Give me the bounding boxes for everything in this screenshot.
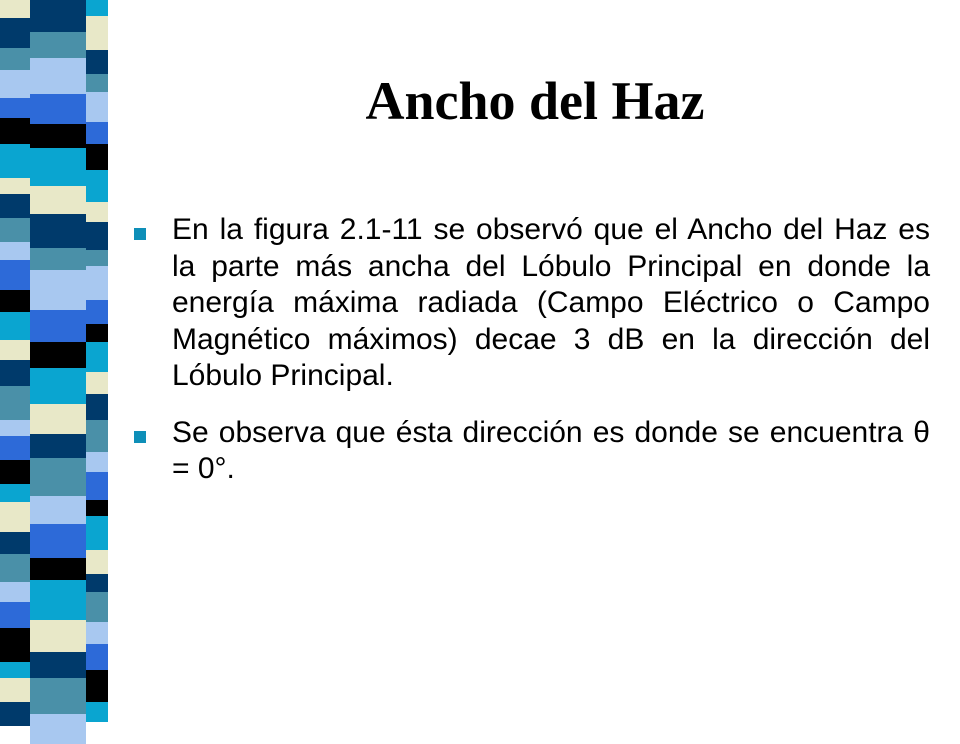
stripe-block (0, 178, 30, 194)
bullet-list (134, 212, 930, 508)
stripe-block (0, 420, 30, 436)
stripe-block (30, 310, 86, 342)
stripe-block (0, 436, 30, 460)
stripe-block (30, 558, 86, 580)
bullet-text: Se observa que ésta dirección es donde se encuentra θ = 0°. (172, 415, 930, 485)
stripe-block (30, 714, 86, 744)
stripe-block (30, 58, 86, 94)
stripe-block (86, 574, 108, 592)
stripe-block (0, 340, 30, 360)
stripe-block (86, 472, 108, 500)
stripe-block (0, 532, 30, 554)
stripe-block (30, 404, 86, 434)
stripe-block (30, 580, 86, 620)
square-bullet-icon (134, 228, 146, 240)
stripe-block (0, 360, 30, 386)
stripe-block (0, 702, 30, 726)
stripe-block (86, 644, 108, 670)
stripe-block (0, 48, 30, 70)
stripe-block (86, 622, 108, 644)
stripe-block (86, 250, 108, 266)
stripe-block (0, 678, 30, 702)
square-bullet-icon (134, 431, 146, 443)
stripe-block (30, 678, 86, 714)
slide-title: Ancho del Haz (365, 71, 705, 131)
stripe-block (30, 524, 86, 558)
stripe-block (0, 460, 30, 484)
decorative-side-stripes (0, 0, 108, 720)
stripe-block (86, 324, 108, 342)
stripe-block (0, 662, 30, 678)
stripe-block (0, 386, 30, 420)
bullet-text: En la figura 2.1-11 se observó que el Ancho del Haz es la parte más ancha del Lóbulo Principal en donde la energía máxima radiada (Campo Eléctrico o Campo Magnético máximos) decae 3 dB en la dirección del Lóbulo Principal. (172, 213, 930, 392)
stripe-block (86, 170, 108, 202)
stripe-block (30, 124, 86, 148)
stripe-block (0, 144, 30, 178)
stripe-block (86, 372, 108, 394)
stripe-block (0, 242, 30, 260)
stripe-block (30, 652, 86, 678)
stripe-block (0, 70, 30, 98)
stripe-block (86, 74, 108, 92)
stripe-block (0, 118, 30, 144)
stripe-block (0, 0, 30, 18)
stripe-block (30, 434, 86, 458)
stripe-block (0, 312, 30, 340)
stripe-block (86, 420, 108, 452)
stripe-block (86, 670, 108, 702)
stripe-block (86, 550, 108, 574)
stripe-block (86, 592, 108, 622)
stripe-block (0, 218, 30, 242)
stripe-block (0, 628, 30, 662)
stripe-block (30, 368, 86, 404)
stripe-block (30, 0, 86, 32)
stripe-block (30, 214, 86, 248)
stripe-block (0, 260, 30, 290)
stripe-block (86, 516, 108, 550)
stripe-block (86, 394, 108, 420)
stripe-column-right (86, 0, 108, 720)
stripe-block (86, 702, 108, 722)
stripe-block (30, 186, 86, 214)
stripe-block (86, 266, 108, 300)
stripe-block (86, 0, 108, 16)
stripe-block (30, 458, 86, 496)
stripe-column-left (0, 0, 30, 720)
bullet-item (134, 415, 930, 488)
stripe-block (30, 342, 86, 368)
stripe-block (30, 94, 86, 124)
stripe-block (86, 50, 108, 74)
stripe-block (0, 98, 30, 118)
stripe-block (0, 290, 30, 312)
stripe-block (0, 194, 30, 218)
stripe-column-main (30, 0, 86, 720)
stripe-block (0, 18, 30, 48)
stripe-block (86, 300, 108, 324)
stripe-block (30, 32, 86, 58)
bullet-item (134, 212, 930, 395)
stripe-block (86, 16, 108, 50)
stripe-block (0, 602, 30, 628)
stripe-block (30, 270, 86, 310)
stripe-block (30, 620, 86, 652)
stripe-block (30, 148, 86, 186)
stripe-block (30, 248, 86, 270)
stripe-block (86, 500, 108, 516)
stripe-block (86, 222, 108, 250)
stripe-block (0, 484, 30, 502)
stripe-block (86, 144, 108, 170)
stripe-block (0, 554, 30, 582)
stripe-block (0, 502, 30, 532)
stripe-block (30, 496, 86, 524)
stripe-block (86, 122, 108, 144)
stripe-block (86, 452, 108, 472)
stripe-block (86, 202, 108, 222)
stripe-block (0, 582, 30, 602)
stripe-block (86, 92, 108, 122)
stripe-block (86, 342, 108, 372)
